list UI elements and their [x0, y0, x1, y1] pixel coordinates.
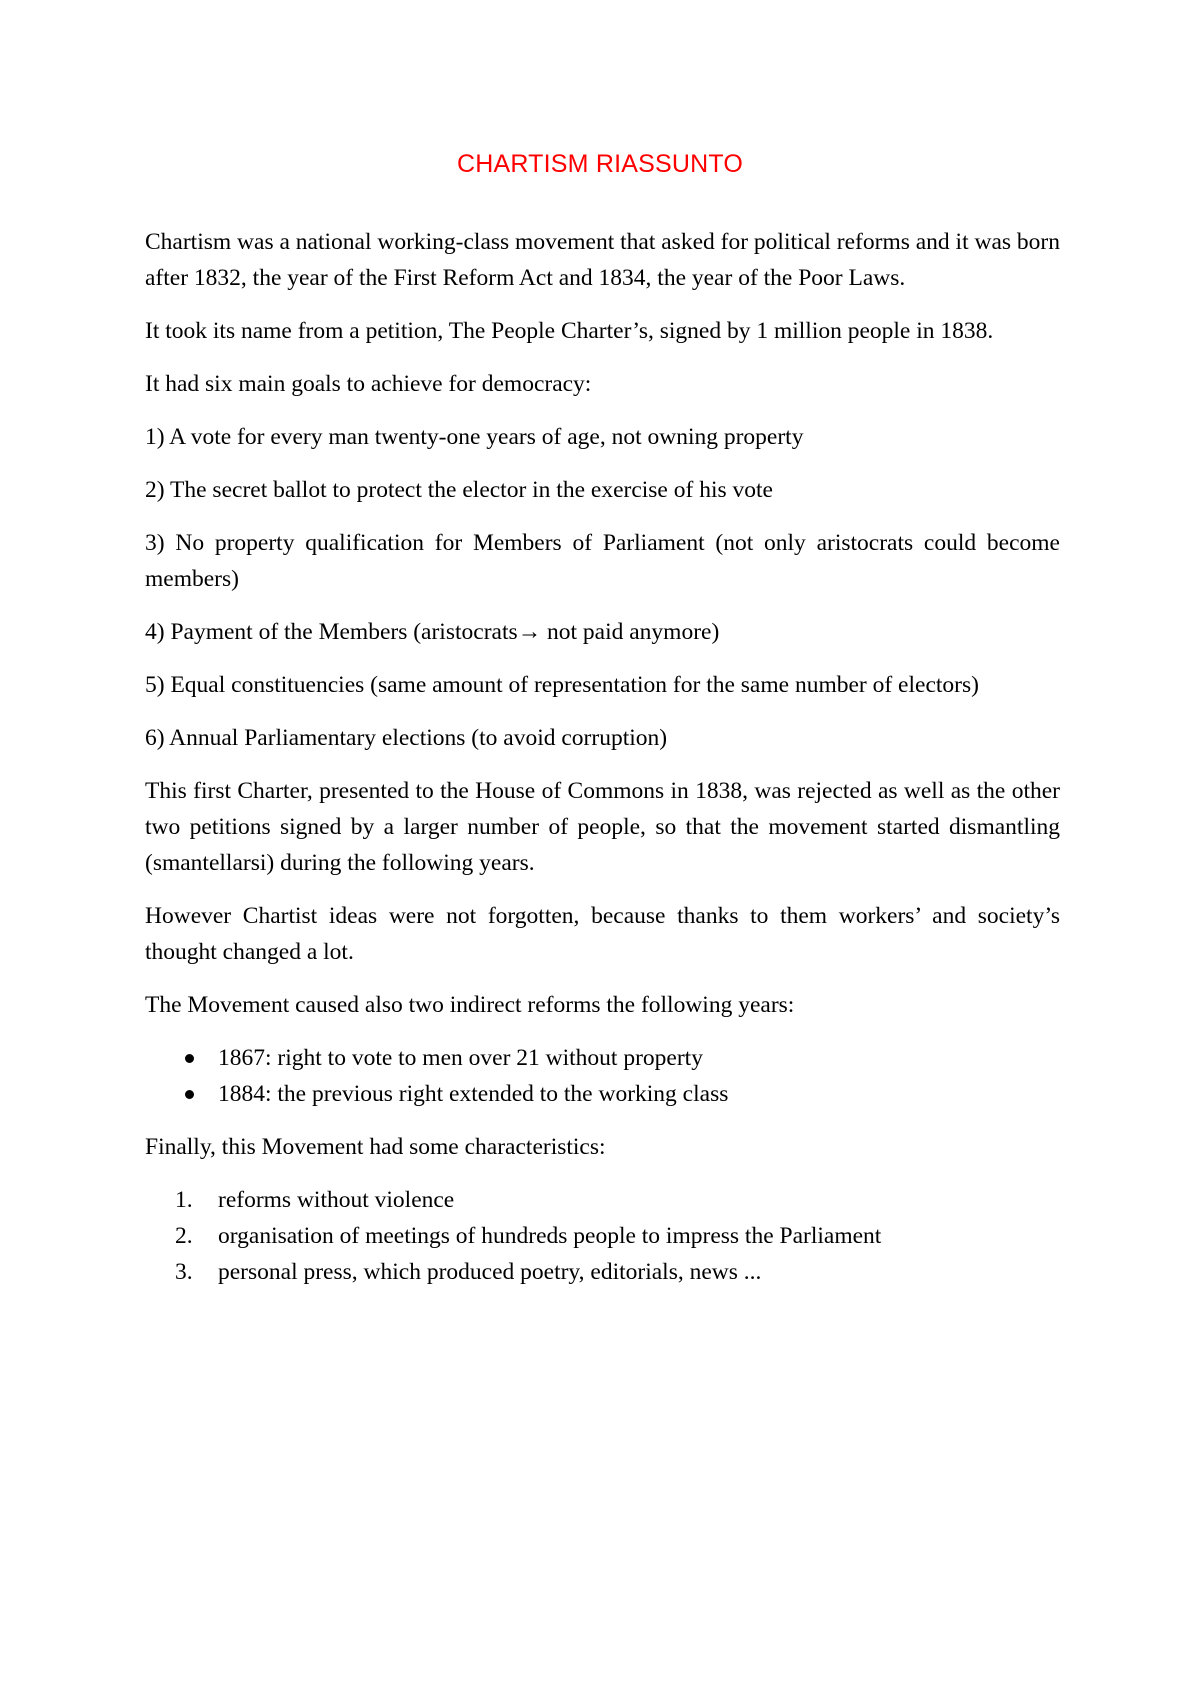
list-number: 1.: [175, 1187, 193, 1213]
bullet-icon: [185, 1090, 194, 1099]
goal-item-5: 5) Equal constituencies (same amount of representation for the same number of electors): [145, 672, 979, 698]
paragraph-petition: It took its name from a petition, The People Charter’s, signed by 1 million people in 1838.: [145, 318, 994, 344]
goal-item-1: 1) A vote for every man twenty-one years of age, not owning property: [145, 424, 804, 450]
characteristic-text: organisation of meetings of hundreds people to impress the Parliament: [218, 1223, 882, 1249]
goal-item-6: 6) Annual Parliamentary elections (to avoid corruption): [145, 725, 668, 751]
list-item: [145, 1182, 1060, 1218]
paragraph-characteristics-intro: Finally, this Movement had some characteristics:: [145, 1134, 606, 1160]
paragraph-intro: Chartism was a national working-class movement that asked for political reforms and it was born after 1832, the year of the First Reform Act and 1834, the year of the Poor Laws.: [145, 229, 1060, 291]
characteristic-text: reforms without violence: [218, 1187, 455, 1213]
list-number: 2.: [175, 1223, 193, 1249]
paragraph-goals-intro: It had six main goals to achieve for democracy:: [145, 371, 592, 397]
goal-item-3: 3) No property qualification for Members of Parliament (not only aristocrats could become members): [145, 530, 1060, 592]
goal-item-4: 4) Payment of the Members (aristocrats→ not paid anymore): [145, 619, 720, 645]
paragraph-reforms-intro: The Movement caused also two indirect reforms the following years:: [145, 992, 795, 1018]
list-item: [145, 1040, 1060, 1076]
characteristic-text: personal press, which produced poetry, editorials, news ...: [218, 1259, 762, 1285]
reforms-list: [145, 1040, 1060, 1112]
reform-text: 1884: the previous right extended to the working class: [218, 1081, 729, 1107]
paragraph-rejection: This first Charter, presented to the House of Commons in 1838, was rejected as well as the other two petitions signed by a larger number of people, so that the movement started dismantling (smantellarsi) during the following years.: [145, 778, 1060, 876]
list-number: 3.: [175, 1259, 193, 1285]
characteristics-list: [145, 1182, 1060, 1290]
list-item: [145, 1254, 1060, 1290]
list-item: [145, 1076, 1060, 1112]
document-body: [145, 224, 1060, 1307]
page-title: CHARTISM RIASSUNTO: [456, 150, 744, 178]
list-item: [145, 1218, 1060, 1254]
reform-text: 1867: right to vote to men over 21 without property: [218, 1045, 703, 1071]
bullet-icon: [185, 1054, 194, 1063]
goal-item-2: 2) The secret ballot to protect the elector in the exercise of his vote: [145, 477, 773, 503]
paragraph-legacy: However Chartist ideas were not forgotten, because thanks to them workers’ and society’s thought changed a lot.: [145, 903, 1060, 965]
